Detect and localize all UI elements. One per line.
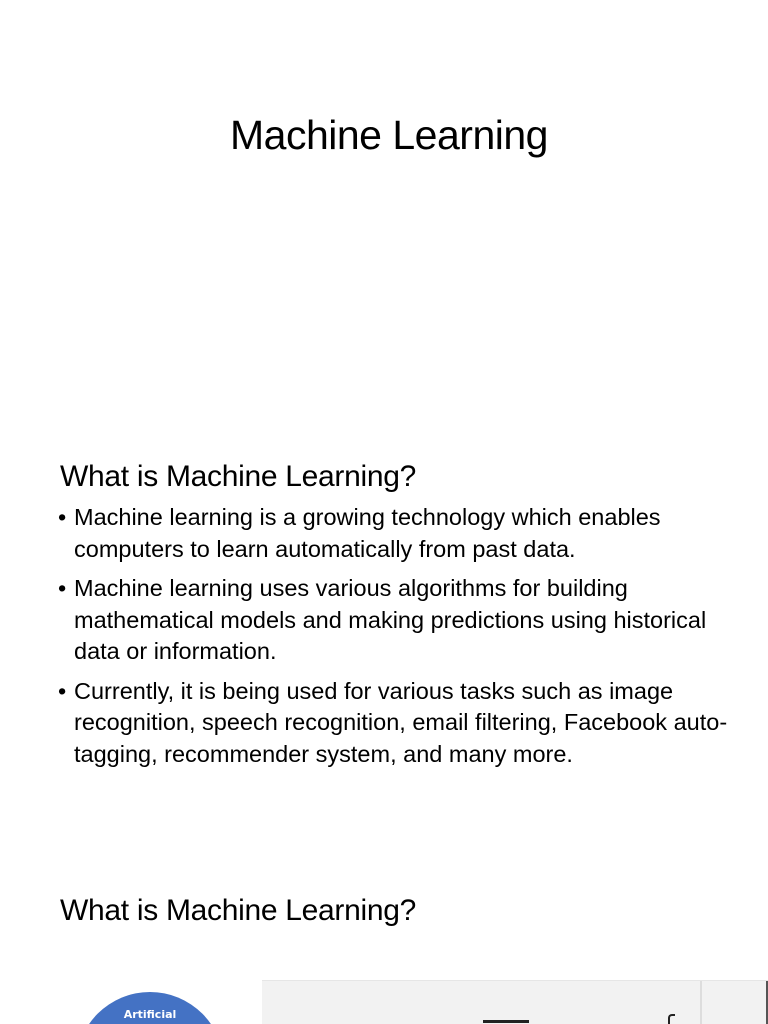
partial-glyph-icon [483,1020,529,1024]
bullet-item [58,573,758,668]
ai-circle-label: Artificial [123,1008,177,1021]
bullet-text: Currently, it is being used for various tasks such as image recognition, speech recognition, email filtering, Facebook auto-tagging, recommender system, and many more. [74,677,728,767]
bullet-icon: • [58,677,67,704]
bullet-item [58,676,758,771]
bullet-list [58,502,758,778]
slide-heading: What is Machine Learning? [60,460,417,493]
panel-divider [700,981,702,1024]
definition-slide [0,430,768,862]
slide-heading: What is Machine Learning? [60,894,417,927]
bullet-item [58,502,758,565]
bullet-text: Machine learning uses various algorithms for building mathematical models and making predictions using historical data or information. [74,575,707,664]
diagram-slide [0,862,768,1024]
diagram-panel [262,980,768,1024]
bullet-icon: • [58,504,67,530]
partial-mark-icon [668,1014,675,1024]
slide-title: Machine Learning [230,112,548,158]
bullet-icon: • [58,575,67,601]
title-slide [0,0,768,430]
bullet-text: Machine learning is a growing technology which enables computers to learn automatically from past data. [74,504,661,562]
